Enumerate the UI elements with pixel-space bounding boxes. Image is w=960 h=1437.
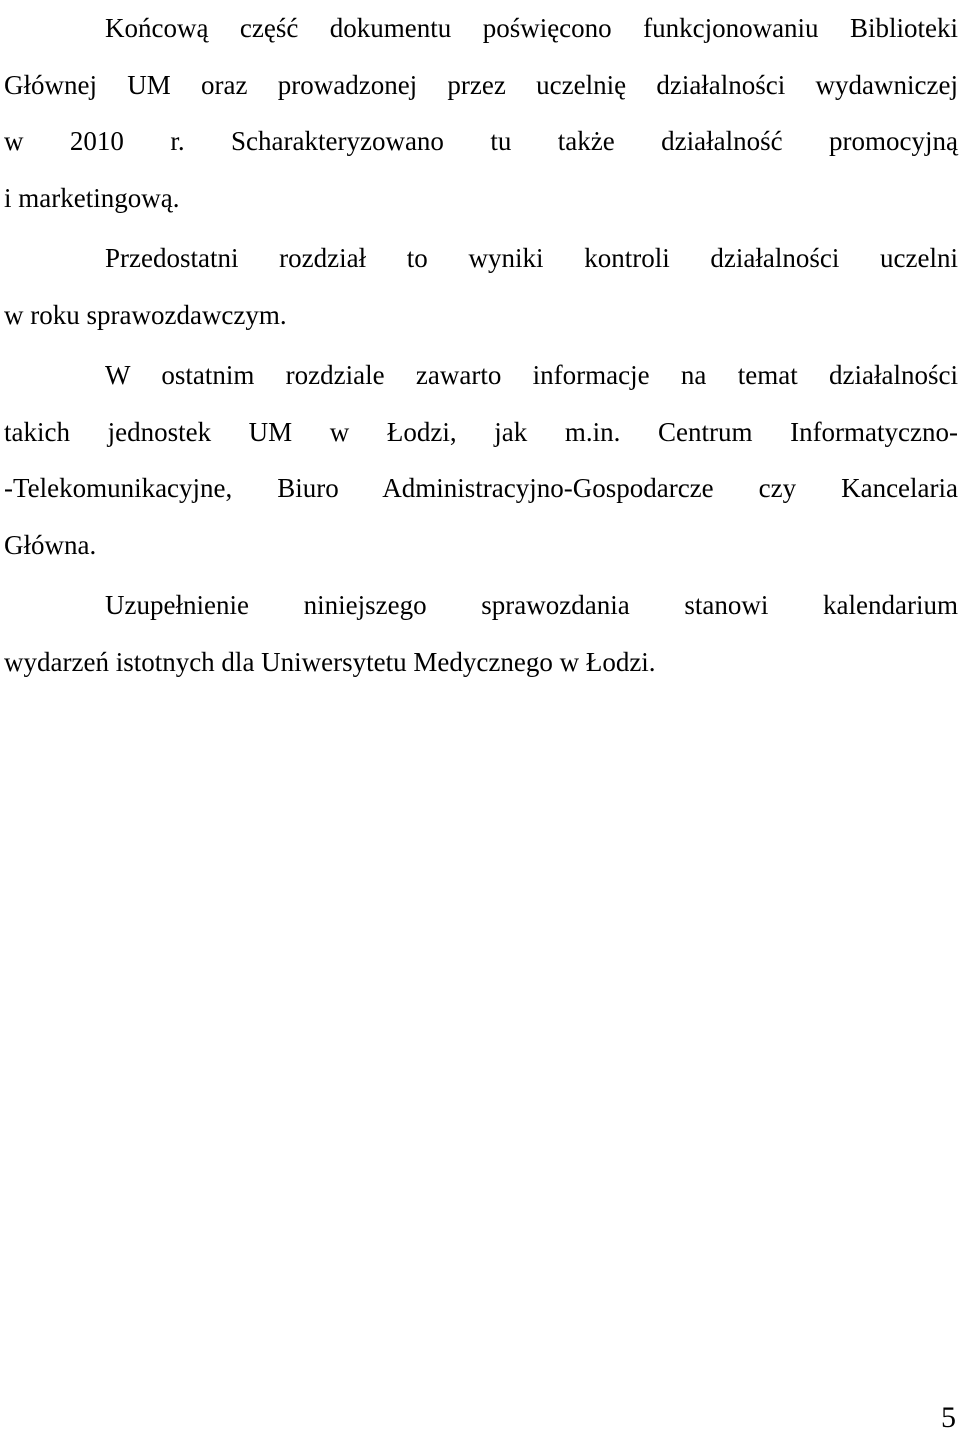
text-line: w roku sprawozdawczym. <box>4 299 287 330</box>
text-line: -Telekomunikacyjne, Biuro Administracyjno-Gospodarcze czy Kancelaria <box>4 473 958 503</box>
text-line: Uzupełnienie niniejszego sprawozdania stanowi kalendarium <box>105 590 958 620</box>
text-line: takich jednostek UM w Łodzi, jak m.in. Centrum Informatyczno- <box>4 416 958 447</box>
page-number: 5 <box>941 1401 956 1434</box>
text-line: Przedostatni rozdział to wyniki kontroli działalności uczelni <box>105 243 958 273</box>
text-line: i marketingową. <box>4 182 180 213</box>
text-line: w 2010 r. Scharakteryzowano tu także działalność promocyjną <box>4 126 958 156</box>
paragraph-control-results <box>4 230 958 343</box>
text-line: Końcową część dokumentu poświęcono funkcjonowaniu Biblioteki <box>105 13 958 43</box>
text-line: Główna. <box>4 529 97 560</box>
paragraph-calendar <box>4 577 958 690</box>
document-body <box>4 0 958 690</box>
text-line: Głównej UM oraz prowadzonej przez uczelnię działalności wydawniczej <box>4 69 958 100</box>
paragraph-last-chapter <box>4 347 958 573</box>
text-line: wydarzeń istotnych dla Uniwersytetu Medycznego w Łodzi. <box>4 646 656 677</box>
paragraph-closing-part <box>4 0 958 226</box>
text-line: W ostatnim rozdziale zawarto informacje na temat działalności <box>105 360 958 390</box>
